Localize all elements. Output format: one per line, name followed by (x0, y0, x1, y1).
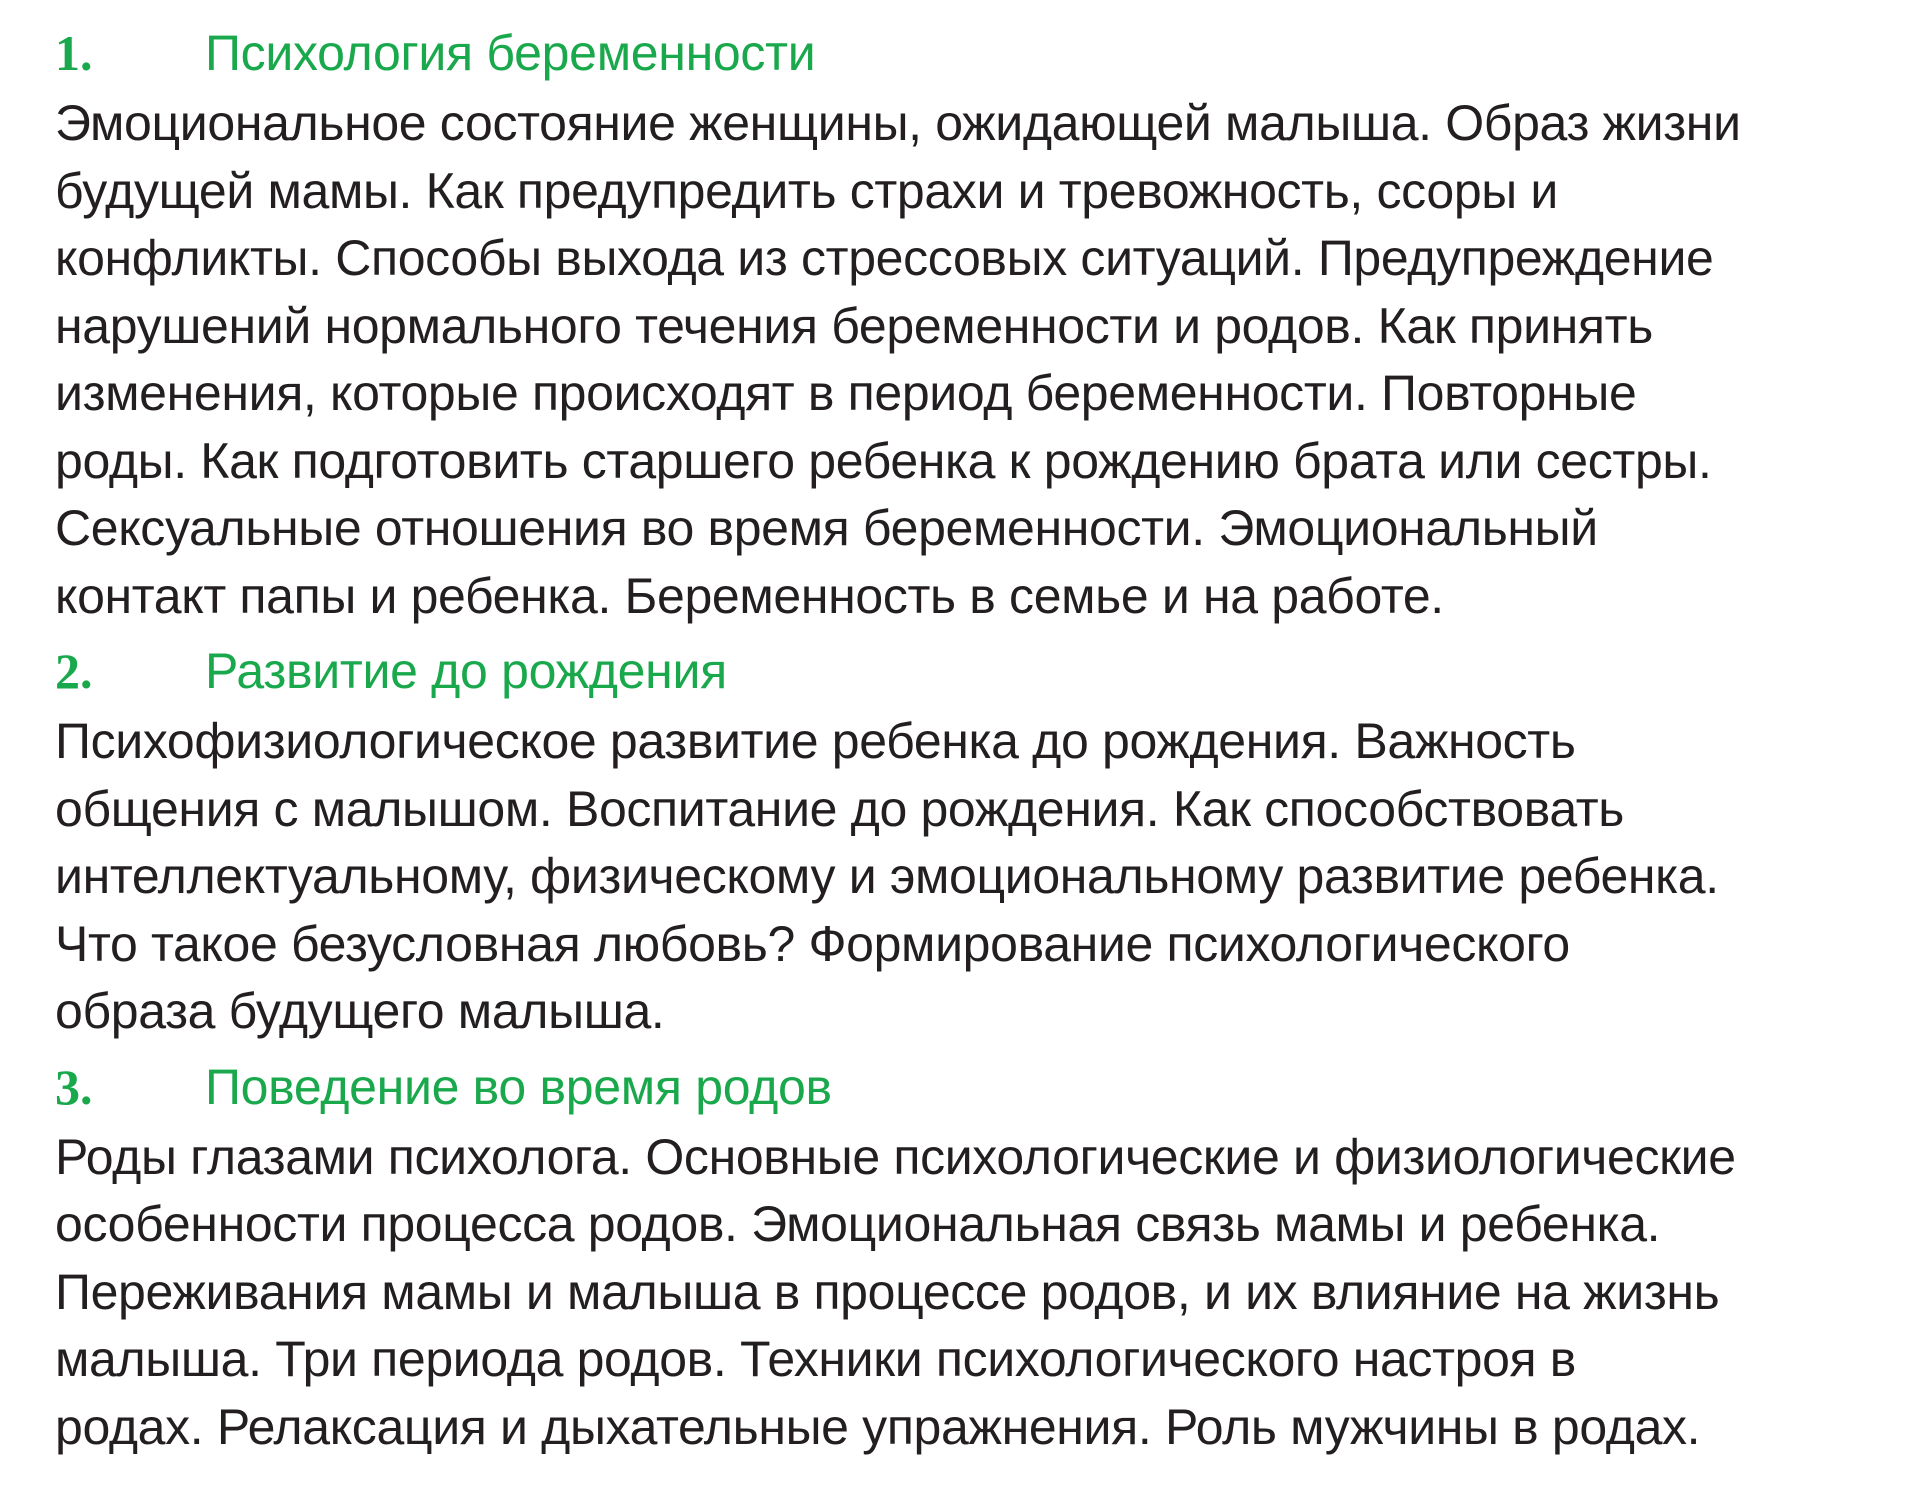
body-line: конфликты. Способы выхода из стрессовых ситуаций. Предупреждение (55, 230, 1714, 286)
body-line: родах. Релаксация и дыхательные упражнения. Роль мужчины в родах. (55, 1398, 1701, 1455)
body-line: Эмоциональное состояние женщины, ожидающей малыша. Образ жизни (55, 95, 1741, 151)
body-line: Психофизиологическое развитие ребенка до рождения. Важность (55, 713, 1576, 769)
section-title: Поведение во время родов (205, 1058, 832, 1115)
section-behavior-during-labor (55, 1052, 1905, 1462)
body-line: Что такое безусловная любовь? Формирование психологического (55, 915, 1570, 972)
section-number: 3. (55, 1058, 93, 1115)
body-line: роды. Как подготовить старшего ребенка к рождению брата или сестры. (55, 432, 1712, 489)
body-line: будущей мамы. Как предупредить страхи и тревожность, ссоры и (55, 162, 1558, 219)
section-body (55, 90, 1905, 630)
body-line: малыша. Три периода родов. Техники психологического настроя в (55, 1331, 1577, 1387)
body-line: изменения, которые происходят в период беременности. Повторные (55, 365, 1637, 421)
body-line: общения с малышом. Воспитание до рождения. Как способствовать (55, 780, 1624, 837)
body-line: образа будущего малыша. (55, 983, 665, 1039)
section-heading (55, 636, 1905, 706)
section-title: Развитие до рождения (205, 643, 727, 699)
section-body (55, 708, 1905, 1046)
section-body (55, 1124, 1905, 1462)
body-line: Переживания мамы и малыша в процессе родов, и их влияние на жизнь (55, 1263, 1720, 1320)
section-heading (55, 18, 1905, 88)
body-line: нарушений нормального течения беременности и родов. Как принять (55, 297, 1653, 354)
section-number: 2. (55, 643, 93, 699)
body-line: Роды глазами психолога. Основные психологические и физиологические (55, 1128, 1736, 1185)
section-number: 1. (55, 25, 93, 81)
body-line: контакт папы и ребенка. Беременность в семье и на работе. (55, 567, 1444, 624)
section-pregnancy-psychology (55, 18, 1905, 630)
body-line: Сексуальные отношения во время беременности. Эмоциональный (55, 500, 1598, 556)
body-line: интеллектуальному, физическому и эмоциональному развитие ребенка. (55, 848, 1719, 904)
section-title: Психология беременности (205, 25, 816, 81)
body-line: особенности процесса родов. Эмоциональная связь мамы и ребенка. (55, 1196, 1661, 1252)
document-page (55, 18, 1905, 1467)
section-prenatal-development (55, 636, 1905, 1046)
section-heading (55, 1052, 1905, 1122)
